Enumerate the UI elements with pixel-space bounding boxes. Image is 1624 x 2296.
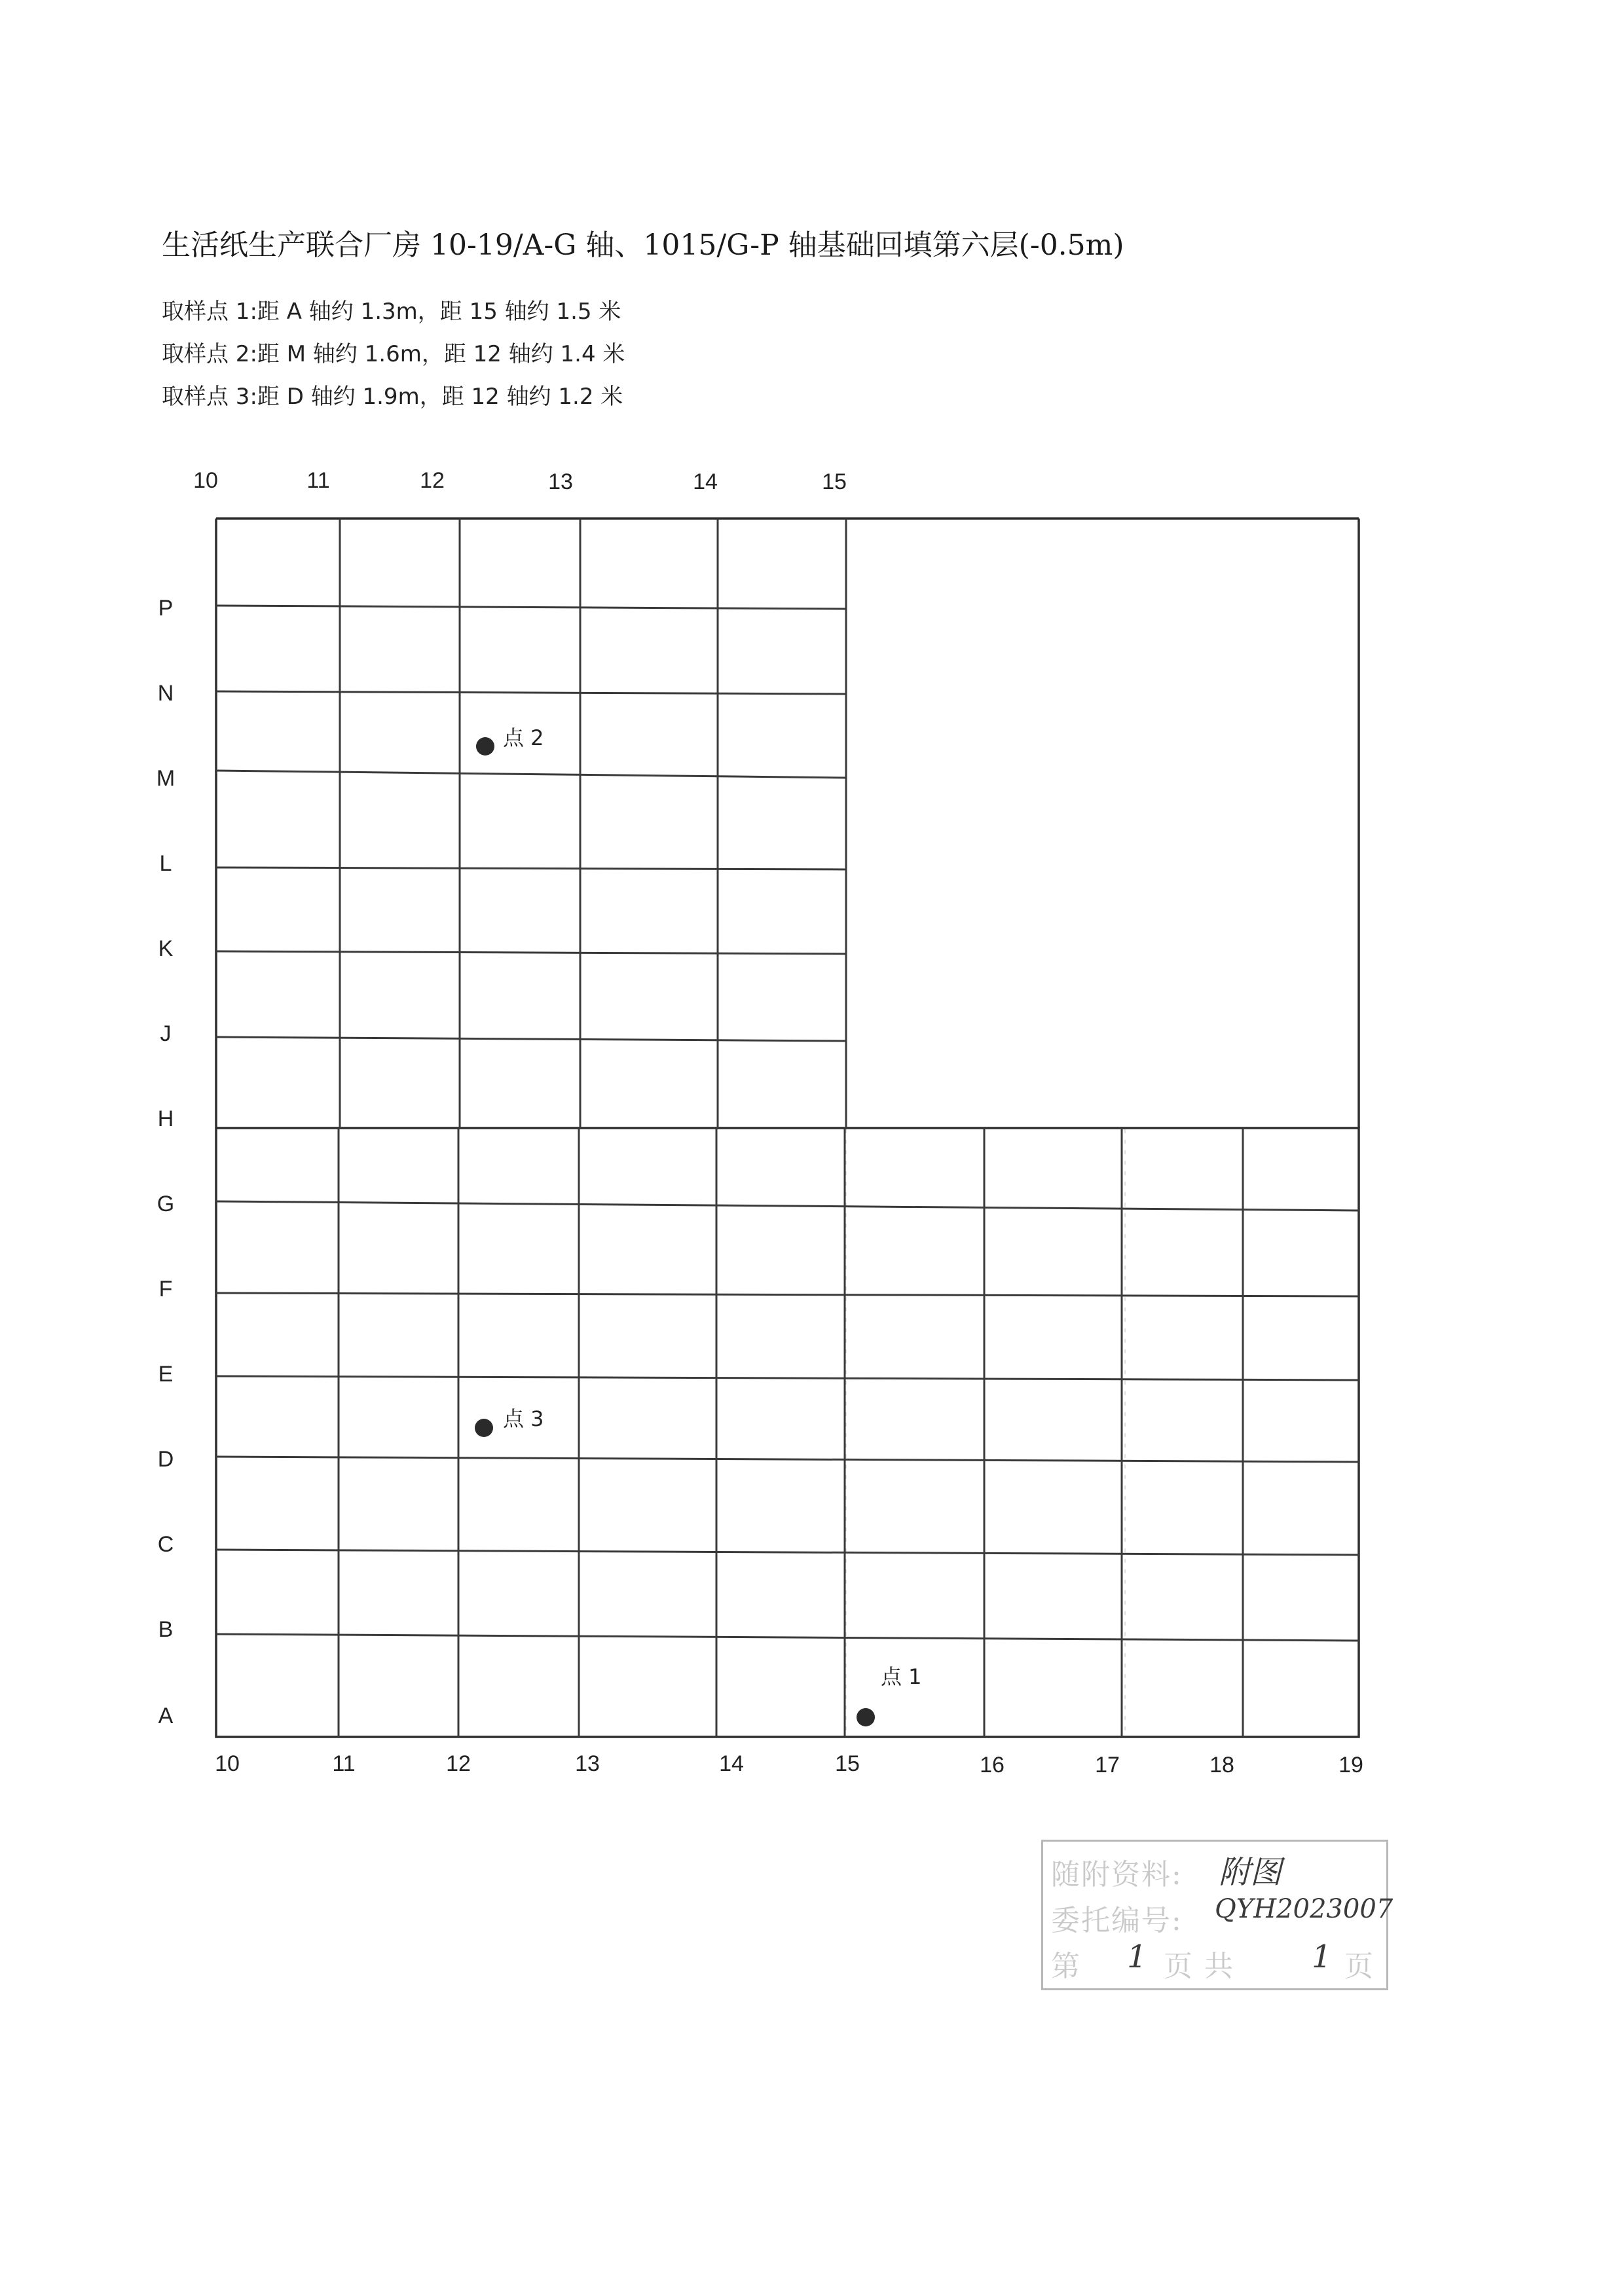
sampling-point-1 [857, 1664, 922, 1726]
row-label: B [158, 1617, 174, 1642]
row-label: G [157, 1192, 175, 1216]
row-label: C [157, 1532, 174, 1557]
top-axis-label: 13 [548, 469, 573, 494]
vertical-gridlines-lower [339, 1128, 1243, 1737]
row-label: J [160, 1021, 172, 1046]
sampling-point-3 [475, 1406, 544, 1437]
row-axis-labels [157, 596, 175, 1728]
page-title: 生活纸生产联合厂房 10-19/A-G 轴、1015/G-P 轴基础回填第六层(-0.5m) [162, 228, 1124, 262]
stamp-page-prefix: 第 [1051, 1950, 1081, 1983]
bottom-axis-label: 14 [719, 1751, 744, 1776]
top-axis-label: 14 [693, 469, 718, 494]
attachment-stamp [1041, 1840, 1393, 1990]
stamp-page-total: 1 [1312, 1939, 1332, 1975]
sampling-note-2: 取样点 2:距 M 轴约 1.6m，距 12 轴约 1.4 米 [162, 341, 625, 367]
bottom-axis-label: 11 [332, 1751, 356, 1776]
stamp-row-pages [1043, 1939, 1386, 1988]
sampling-point-marker [475, 1419, 493, 1437]
bottom-axis-label: 19 [1338, 1753, 1363, 1777]
row-label: N [157, 681, 174, 706]
top-axis-labels [193, 468, 847, 494]
stamp-attachment-key: 随附资料: [1051, 1858, 1183, 1891]
bottom-axis-labels [215, 1751, 1363, 1777]
stamp-page-suffix: 页 [1344, 1950, 1375, 1983]
sampling-note-1: 取样点 1:距 A 轴约 1.3m，距 15 轴约 1.5 米 [162, 299, 621, 325]
sampling-point-marker [857, 1708, 875, 1726]
horizontal-gridlines-lower [216, 1201, 1359, 1641]
sampling-note-3: 取样点 3:距 D 轴约 1.9m，距 12 轴约 1.2 米 [162, 384, 623, 410]
row-label: P [158, 596, 174, 621]
top-axis-label: 12 [420, 468, 445, 493]
stamp-row-attachment [1043, 1851, 1386, 1897]
row-label: F [158, 1277, 173, 1302]
top-axis-label: 15 [822, 469, 847, 494]
row-label: M [156, 766, 175, 791]
bottom-axis-label: 10 [215, 1751, 240, 1776]
bottom-axis-label: 13 [575, 1751, 600, 1776]
top-axis-label: 10 [193, 468, 218, 493]
vertical-gridlines-upper [340, 519, 846, 1128]
row-label: K [158, 936, 174, 961]
row-label: H [157, 1106, 174, 1131]
bottom-axis-label: 16 [980, 1753, 1005, 1777]
sampling-point-marker [476, 737, 494, 756]
bottom-axis-label: 12 [446, 1751, 471, 1776]
sampling-point-label: 点 2 [503, 725, 544, 750]
stamp-commission-value: QYH2023007 [1215, 1894, 1393, 1924]
row-label: L [159, 851, 172, 876]
sampling-point-2 [476, 725, 544, 756]
top-axis-label: 11 [306, 468, 330, 493]
stamp-row-commission-no [1043, 1894, 1393, 1942]
stamp-attachment-value: 附图 [1219, 1854, 1282, 1891]
sampling-point-label: 点 1 [881, 1664, 922, 1689]
horizontal-gridlines-upper [216, 606, 846, 1041]
row-label: D [157, 1447, 174, 1472]
stamp-page-number: 1 [1127, 1939, 1147, 1975]
sampling-point-label: 点 3 [503, 1406, 544, 1431]
bottom-axis-label: 17 [1095, 1753, 1120, 1777]
stamp-commission-key: 委托编号: [1051, 1904, 1183, 1937]
row-label: E [158, 1362, 174, 1387]
stamp-page-mid: 页 共 [1164, 1950, 1234, 1983]
bottom-axis-label: 15 [835, 1751, 860, 1776]
bottom-axis-label: 18 [1209, 1753, 1234, 1777]
row-label: A [158, 1704, 174, 1728]
